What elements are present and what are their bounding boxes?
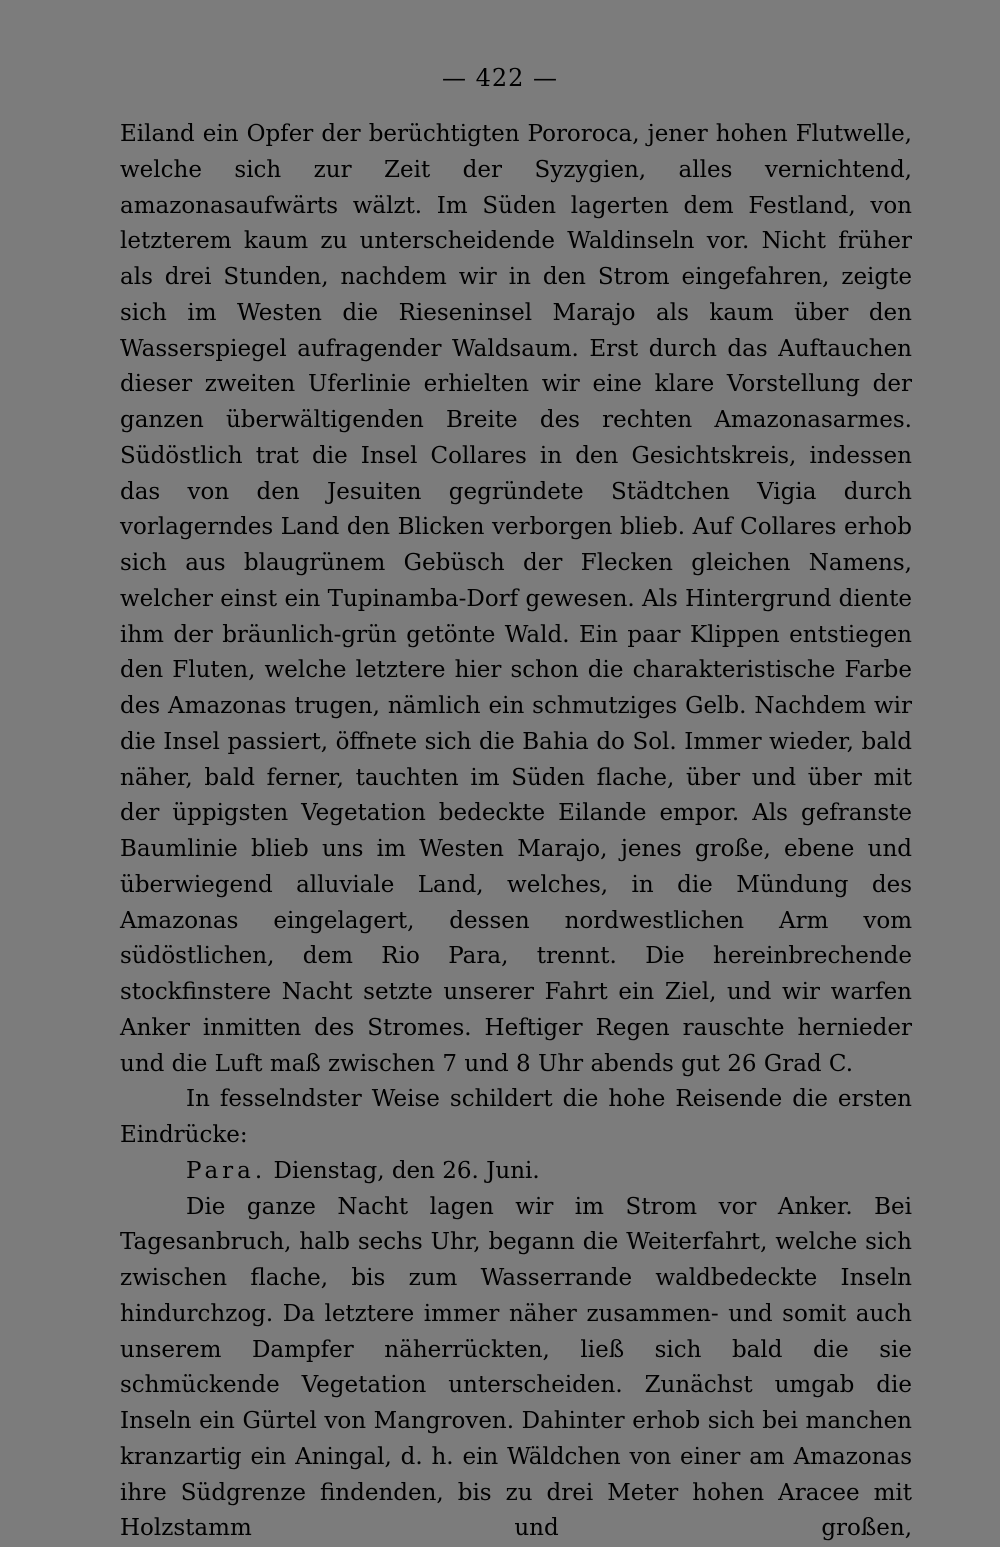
paragraph-diary: Die ganze Nacht lagen wir im Strom vor Anker. Bei Tagesanbruch, halb sechs Uhr, begann die Weiterfahrt, welche sich zwischen flache, bis zum Wasserrande waldbedeckte Inseln hindurchzog. Da letztere immer näher zusammen- und somit auch unserem Dampfer näherrückten, ließ sich bald die sie schmückende Vegetation unterscheiden. Zunächst umgab die Inseln ein Gürtel von Mangroven. Dahinter erhob sich bei manchen kranzartig ein Aningal, d. h. ein Wäldchen von einer am Amazonas ihre Südgrenze findenden, bis zu drei Meter hohen Aracee mit Holzstamm und großen, [120, 1190, 912, 1547]
dateline-place: Para. [186, 1158, 266, 1184]
body-text [120, 117, 912, 1547]
dateline-date: Dienstag, den 26. Juni. [274, 1158, 540, 1184]
page-number: — 422 — [0, 64, 1000, 92]
paragraph-continued: Eiland ein Opfer der berüchtigten Pororoca, jener hohen Flutwelle, welche sich zur Zeit der Syzygien, alles vernichtend, amazonasaufwärts wälzt. Im Süden lagerten dem Festland, von letzterem kaum zu unterscheidende Waldinseln vor. Nicht früher als drei Stunden, nachdem wir in den Strom eingefahren, zeigte sich im Westen die Rieseninsel Marajo als kaum über den Wasserspiegel aufragender Waldsaum. Erst durch das Auftauchen dieser zweiten Uferlinie erhielten wir eine klare Vorstellung der ganzen überwältigenden Breite des rechten Amazonasarmes. Südöstlich trat die Insel Collares in den Gesichtskreis, indessen das von den Jesuiten gegründete Städtchen Vigia durch vorlagerndes Land den Blicken verborgen blieb. Auf Collares erhob sich aus blaugrünem Gebüsch der Flecken gleichen Namens, welcher einst ein Tupinamba-Dorf gewesen. Als Hintergrund diente ihm der bräunlich-grün getönte Wald. Ein paar Klippen entstiegen den Fluten, welche letztere hier schon die charakteristische Farbe des Amazonas trugen, nämlich ein schmutziges Gelb. Nachdem wir die Insel passiert, öffnete sich die Bahia do Sol. Immer wieder, bald näher, bald ferner, tauchten im Süden flache, über und über mit der üppigsten Vegetation bedeckte Eilande empor. Als gefranste Baumlinie blieb uns im Westen Marajo, jenes große, ebene und überwiegend alluviale Land, welches, in die Mündung des Amazonas eingelagert, dessen nordwestlichen Arm vom südöstlichen, dem Rio Para, trennt. Die hereinbrechende stockfinstere Nacht setzte unserer Fahrt ein Ziel, und wir warfen Anker inmitten des Stromes. Heftiger Regen rauschte hernieder und die Luft maß zwischen 7 und 8 Uhr abends gut 26 Grad C. [120, 117, 912, 1082]
dateline [120, 1154, 912, 1190]
paragraph-intro: In fesselndster Weise schildert die hohe Reisende die ersten Eindrücke: [120, 1082, 912, 1154]
